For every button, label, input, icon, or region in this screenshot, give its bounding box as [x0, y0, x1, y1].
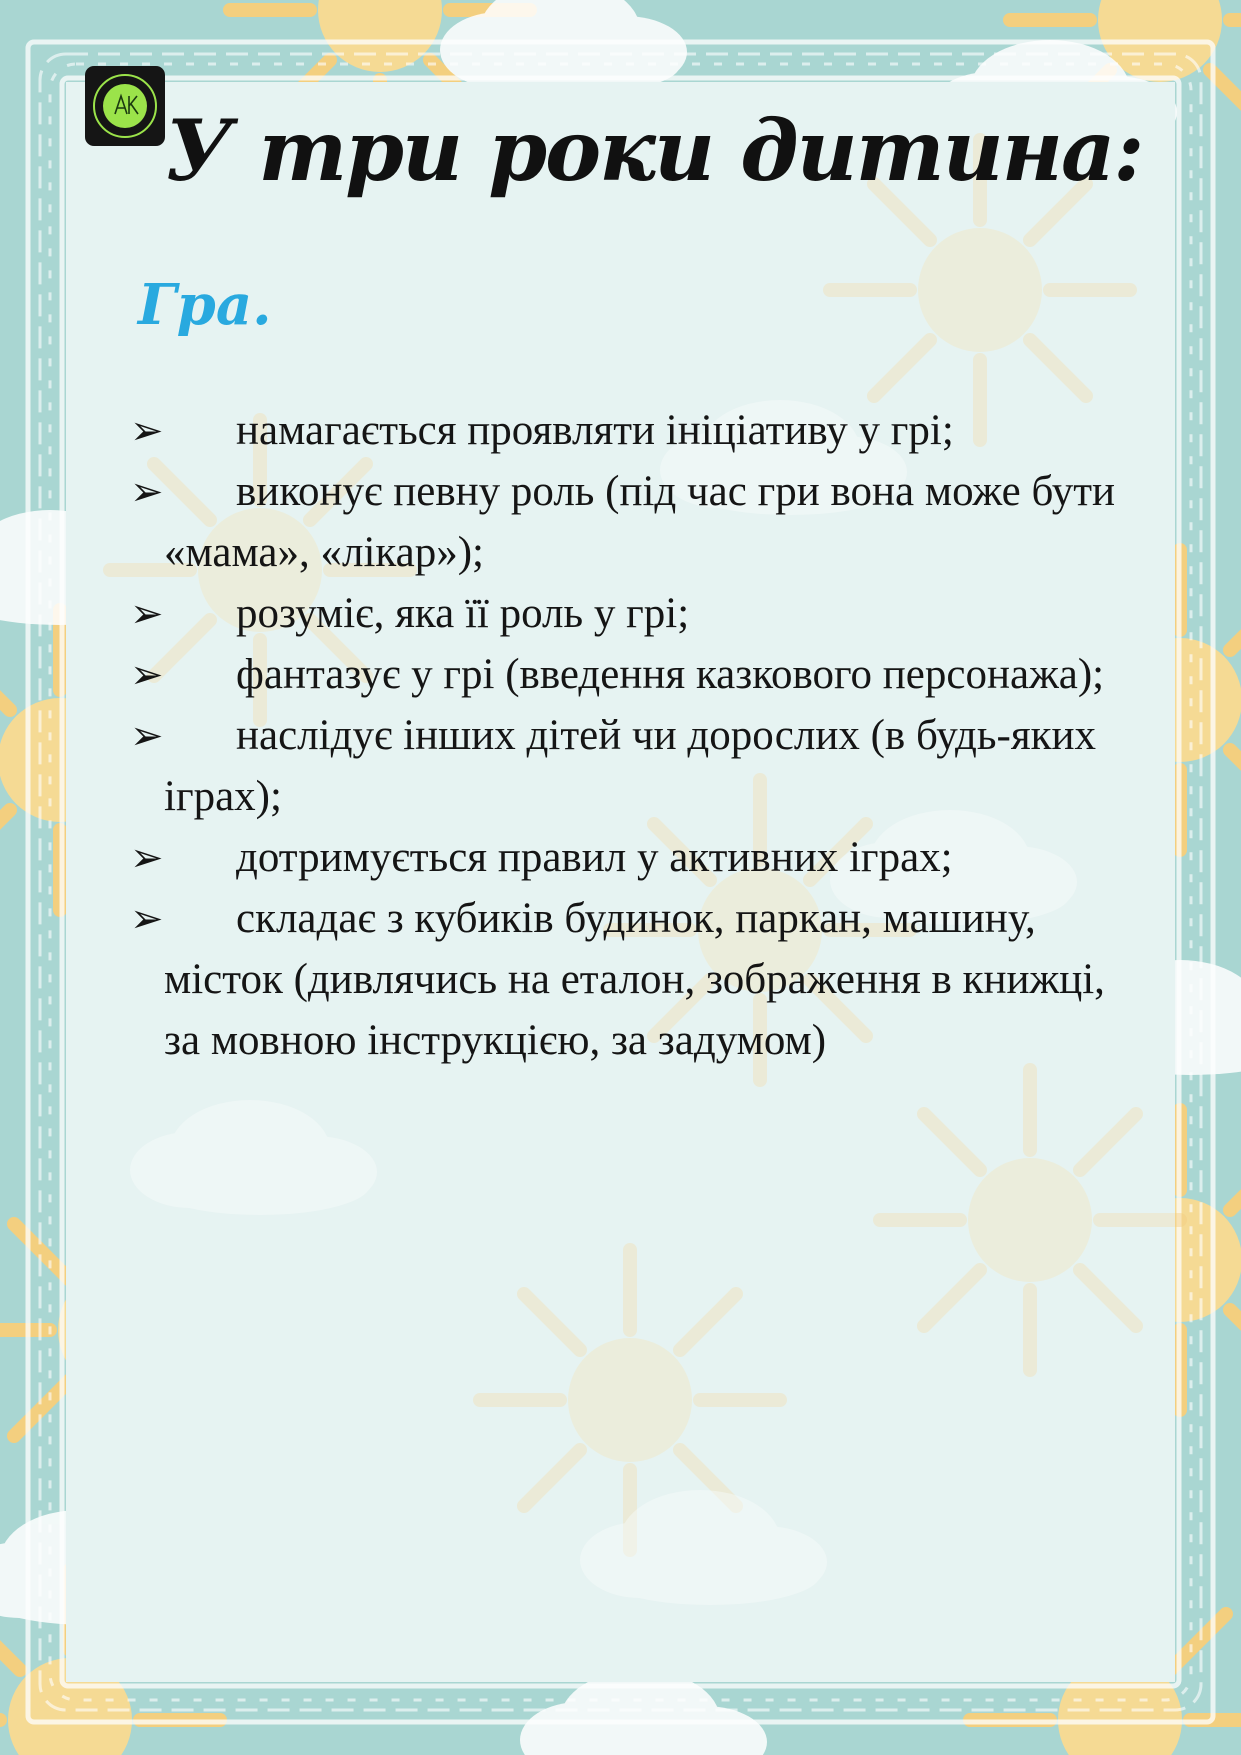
circle-monogram-logo-icon: [85, 66, 165, 146]
section-heading: Гра.: [138, 272, 272, 338]
list-item-text: виконує певну роль (під час гри вона може бути «мама», «лікар»);: [164, 468, 1116, 576]
arrow-bullet-icon: ➢: [130, 469, 164, 514]
list-item-text: фантазує у грі (введення казкового персонажа);: [236, 651, 1105, 698]
list-item-text: намагається проявляти ініціативу у грі;: [236, 407, 954, 454]
list-item: [130, 888, 1150, 1071]
arrow-bullet-icon: ➢: [130, 652, 164, 697]
list-item: [130, 644, 1150, 705]
list-item-text: дотримується правил у активних іграх;: [236, 834, 953, 881]
arrow-bullet-icon: ➢: [130, 896, 164, 941]
logo: [85, 66, 165, 146]
arrow-bullet-icon: ➢: [130, 408, 164, 453]
list-item: [130, 400, 1150, 461]
arrow-bullet-icon: ➢: [130, 591, 164, 636]
list-item: [130, 827, 1150, 888]
skills-list: [130, 400, 1150, 1071]
list-item: [130, 705, 1150, 827]
list-item: [130, 583, 1150, 644]
page-title: У три роки дитина:: [165, 101, 1143, 200]
list-item-text: наслідує інших дітей чи дорослих (в будь-яких іграх);: [164, 712, 1096, 820]
arrow-bullet-icon: ➢: [130, 713, 164, 758]
arrow-bullet-icon: ➢: [130, 835, 164, 880]
list-item: [130, 461, 1150, 583]
list-item-text: розуміє, яка її роль у грі;: [236, 590, 690, 637]
list-item-text: складає з кубиків будинок, паркан, машину, місток (дивлячись на еталон, зображення в книжці, за мовною інструкцією, за задумом): [164, 895, 1105, 1064]
